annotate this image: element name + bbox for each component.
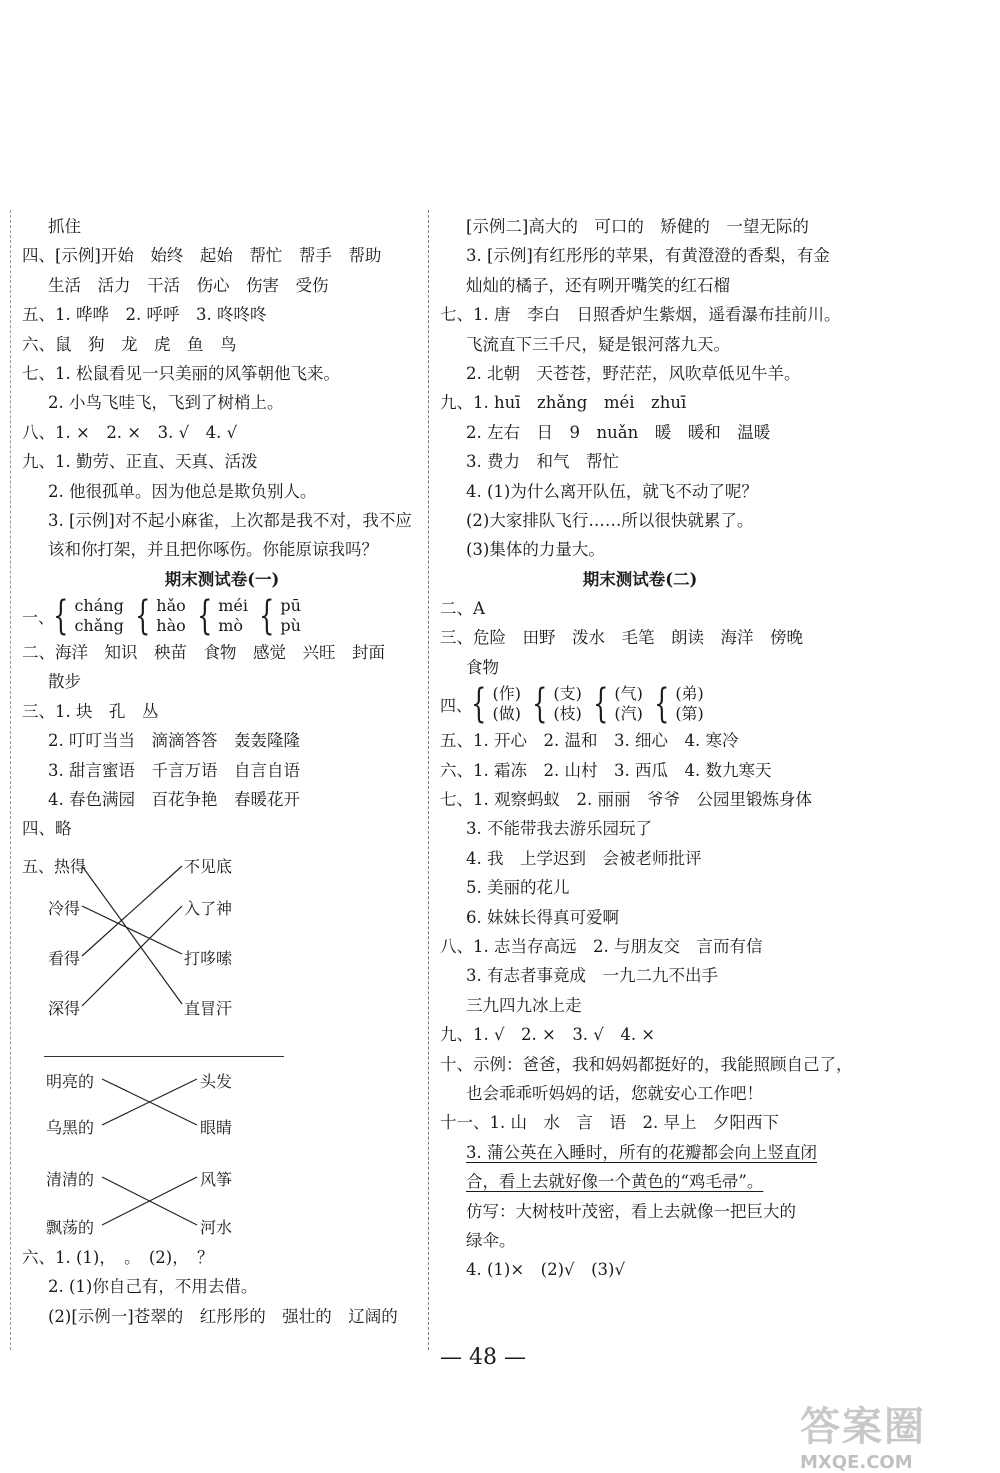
answer-line: 十、示例：爸爸，我和妈妈都挺好的，我能照顾自己了， bbox=[440, 1054, 853, 1074]
matching-exercise-1 bbox=[22, 844, 422, 1056]
answer-line: 九、1. 勤劳、正直、天真、活泼 bbox=[22, 452, 258, 472]
brace-group: { cháng chǎng bbox=[53, 593, 124, 640]
match-left-item: 飘荡的 bbox=[46, 1217, 95, 1237]
answer-line: 6. 妹妹长得真可爱啊 bbox=[466, 907, 619, 927]
brace-group: { méi mò bbox=[196, 593, 248, 640]
character-brace-row bbox=[440, 682, 840, 726]
answer-line: 飞流直下三千尺，疑是银河落九天。 bbox=[466, 334, 730, 354]
answer-line: [示例二]高大的 可口的 矫健的 一望无际的 bbox=[466, 217, 809, 236]
pinyin: pū bbox=[280, 596, 301, 616]
question-label: 一、 bbox=[22, 607, 55, 627]
answer-line: (2)[示例一]苍翠的 红彤彤的 强壮的 辽阔的 bbox=[48, 1306, 398, 1326]
underlined-answer: 3. 蒲公英在入睡时，所有的花瓣都会向上竖直闭 bbox=[466, 1142, 817, 1162]
answer-line: 八、1. × 2. × 3. √ 4. √ bbox=[22, 422, 238, 442]
answer-line: 二、A bbox=[440, 599, 485, 619]
section-title: 期末测试卷(二) bbox=[582, 569, 698, 589]
brace-group: { (作) (做) bbox=[471, 681, 521, 728]
answer-line: 3. [示例]对不起小麻雀，上次都是我不对，我不应 bbox=[48, 510, 412, 530]
match-left-item: 五、热得 bbox=[22, 856, 87, 876]
pinyin: méi bbox=[218, 596, 248, 616]
answer-line: 散步 bbox=[48, 672, 81, 692]
answer-line: 该和你打架，并且把你啄伤。你能原谅我吗？ bbox=[48, 540, 378, 560]
answer-line: 六、鼠 狗 龙 虎 鱼 鸟 bbox=[22, 334, 237, 354]
answer-line: 七、1. 唐 李白 日照香炉生紫烟，遥看瀑布挂前川。 bbox=[440, 305, 841, 325]
match-right-item: 打哆嗦 bbox=[184, 948, 233, 968]
answer-line: 四、[示例]开始 始终 起始 帮忙 帮手 帮助 bbox=[22, 246, 382, 266]
answer-line: 三九四九冰上走 bbox=[466, 995, 582, 1015]
underlined-answer: 合，看上去就好像一个黄色的“鸡毛帚”。 bbox=[466, 1172, 764, 1192]
match-right-item: 直冒汗 bbox=[184, 998, 233, 1018]
match-right-item: 不见底 bbox=[184, 856, 233, 876]
character: (气) bbox=[614, 684, 643, 704]
question-label: 四、 bbox=[440, 695, 473, 715]
character: (支) bbox=[553, 684, 582, 704]
answer-line: 2. 叮叮当当 滴滴答答 轰轰隆隆 bbox=[48, 731, 300, 751]
answer-line: 六、1. 霜冻 2. 山村 3. 西瓜 4. 数九寒天 bbox=[440, 760, 772, 780]
answer-line: 二、海洋 知识 秧苗 食物 感觉 兴旺 封面 bbox=[22, 643, 385, 663]
answer-line: 2. (1)你自己有，不用去借。 bbox=[48, 1277, 258, 1297]
answer-line: 也会乖乖听妈妈的话，您就安心工作吧！ bbox=[466, 1083, 763, 1103]
answer-line: (2)大家排队飞行……所以很快就累了。 bbox=[466, 510, 754, 530]
answer-line: 七、1. 松鼠看见一只美丽的风筝朝他飞来。 bbox=[22, 363, 340, 383]
character: (弟) bbox=[675, 684, 704, 704]
watermark-url: MXQE.COM bbox=[800, 1452, 913, 1473]
answer-line: (3)集体的力量大。 bbox=[466, 540, 605, 560]
answer-line: 八、1. 志当存高远 2. 与朋友交 言而有信 bbox=[440, 936, 763, 956]
answer-line: 灿灿的橘子，还有咧开嘴笑的红石榴 bbox=[466, 275, 730, 295]
left-column bbox=[22, 212, 422, 1331]
watermark-text: 答案圈 bbox=[800, 1404, 926, 1450]
brace-group: { (气) (汽) bbox=[592, 681, 643, 728]
matching-exercise-2 bbox=[22, 1057, 422, 1139]
answer-line: 绿伞。 bbox=[466, 1230, 516, 1250]
answer-line: 七、1. 观察蚂蚁 2. 丽丽 爷爷 公园里锻炼身体 bbox=[440, 790, 812, 810]
answer-line: 食物 bbox=[466, 657, 499, 677]
answer-line: 5. 美丽的花儿 bbox=[466, 878, 570, 898]
answer-line: 4. (1)× (2)√ (3)√ bbox=[466, 1260, 625, 1280]
pinyin: hǎo bbox=[156, 596, 186, 616]
answer-line: 2. 小鸟飞哇飞，飞到了树梢上。 bbox=[48, 393, 284, 413]
answer-line: 3. [示例]有红彤彤的苹果，有黄澄澄的香梨，有金 bbox=[466, 246, 830, 266]
watermark-logo bbox=[800, 1395, 970, 1473]
pinyin: chǎng bbox=[74, 616, 124, 636]
answer-line: 3. 不能带我去游乐园玩了 bbox=[466, 819, 652, 839]
answer-line: 九、1. √ 2. × 3. √ 4. × bbox=[440, 1025, 656, 1045]
brace-group: { (支) (枝) bbox=[532, 681, 582, 728]
pinyin: cháng bbox=[74, 596, 124, 616]
pinyin-brace-row bbox=[22, 594, 422, 638]
answer-line: 4. 我 上学迟到 会被老师批评 bbox=[466, 848, 702, 868]
section-title: 期末测试卷(一) bbox=[164, 569, 280, 589]
column-divider bbox=[428, 210, 430, 1350]
matching-exercise-3 bbox=[22, 1139, 422, 1243]
match-right-item: 河水 bbox=[200, 1217, 233, 1237]
character: (做) bbox=[492, 704, 521, 724]
match-left-item: 冷得 bbox=[48, 898, 81, 918]
brace-group: { (弟) (第) bbox=[653, 681, 704, 728]
match-right-item: 风筝 bbox=[200, 1169, 233, 1189]
answer-line: 三、危险 田野 泼水 毛笔 朗读 海洋 傍晚 bbox=[440, 628, 803, 648]
answer-line: 抓住 bbox=[48, 217, 81, 236]
brace-group: { hǎo hào bbox=[134, 593, 186, 640]
answer-line: 3. 费力 和气 帮忙 bbox=[466, 452, 619, 472]
pinyin: pù bbox=[280, 616, 301, 636]
match-right-item: 入了神 bbox=[184, 898, 233, 918]
answer-line: 九、1. huī zhǎng méi zhuī bbox=[440, 393, 687, 413]
answer-line: 三、1. 块 孔 丛 bbox=[22, 701, 159, 721]
answer-line: 2. 左右 日 9 nuǎn 暖 暖和 温暖 bbox=[466, 422, 771, 442]
match-right-item: 头发 bbox=[200, 1071, 233, 1091]
answer-line: 3. 有志者事竟成 一九二九不出手 bbox=[466, 966, 718, 986]
answer-line: 3. 甜言蜜语 千言万语 自言自语 bbox=[48, 760, 300, 780]
answer-line: 十一、1. 山 水 言 语 2. 早上 夕阳西下 bbox=[440, 1113, 779, 1133]
answer-line: 五、1. 哗哗 2. 呼呼 3. 咚咚咚 bbox=[22, 305, 267, 325]
left-margin-rule bbox=[10, 210, 12, 1350]
answer-line: 仿写：大树枝叶茂密，看上去就像一把巨大的 bbox=[466, 1201, 796, 1221]
page-number: — 48 — bbox=[440, 1345, 526, 1370]
match-left-item: 看得 bbox=[48, 948, 81, 968]
answer-line: 2. 北朝 天苍苍，野茫茫，风吹草低见牛羊。 bbox=[466, 363, 801, 383]
match-left-item: 明亮的 bbox=[46, 1071, 95, 1091]
answer-line: 4. 春色满园 百花争艳 春暖花开 bbox=[48, 790, 300, 810]
pinyin: hào bbox=[156, 616, 186, 636]
answer-line: 4. (1)为什么离开队伍，就飞不动了呢？ bbox=[466, 481, 758, 501]
answer-line: 四、略 bbox=[22, 819, 72, 839]
answer-line: 生活 活力 干活 伤心 伤害 受伤 bbox=[48, 275, 329, 295]
character: (第) bbox=[675, 704, 704, 724]
character: (枝) bbox=[553, 704, 582, 724]
match-left-item: 深得 bbox=[48, 998, 81, 1018]
right-column bbox=[440, 212, 853, 1285]
answer-line: 2. 他很孤单。因为他总是欺负别人。 bbox=[48, 481, 317, 501]
pinyin: mò bbox=[218, 616, 244, 636]
character: (汽) bbox=[614, 704, 643, 724]
answer-line: 五、1. 开心 2. 温和 3. 细心 4. 寒冷 bbox=[440, 731, 739, 751]
brace-group: { pū pù bbox=[259, 593, 301, 640]
character: (作) bbox=[492, 684, 521, 704]
match-left-item: 清清的 bbox=[46, 1169, 95, 1189]
match-right-item: 眼睛 bbox=[200, 1117, 233, 1137]
match-left-item: 乌黑的 bbox=[46, 1117, 95, 1137]
answer-line: 六、1. (1)， 。 (2)， ？ bbox=[22, 1247, 214, 1267]
